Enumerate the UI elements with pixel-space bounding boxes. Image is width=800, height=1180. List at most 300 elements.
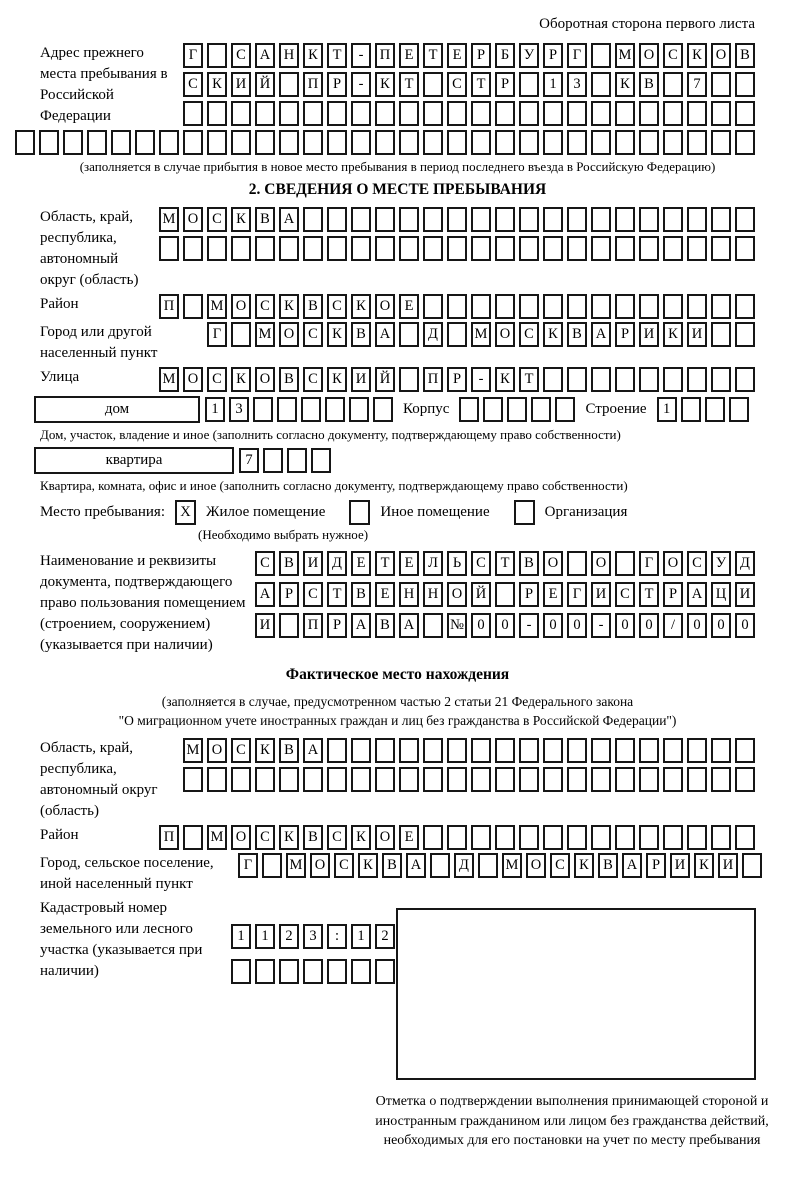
- char-cell[interactable]: [231, 236, 251, 261]
- char-cell[interactable]: М: [183, 738, 203, 763]
- char-cell[interactable]: 7: [239, 448, 259, 473]
- char-cell[interactable]: [447, 322, 467, 347]
- char-cell[interactable]: С: [255, 294, 275, 319]
- char-cell[interactable]: П: [303, 613, 323, 638]
- char-cell[interactable]: О: [639, 43, 659, 68]
- char-cell[interactable]: И: [351, 367, 371, 392]
- char-cell[interactable]: [639, 294, 659, 319]
- char-cell[interactable]: В: [255, 207, 275, 232]
- char-cell[interactable]: [471, 767, 491, 792]
- char-cell[interactable]: К: [375, 72, 395, 97]
- char-cell[interactable]: Ц: [711, 582, 731, 607]
- char-cell[interactable]: [567, 367, 587, 392]
- char-cell[interactable]: [711, 825, 731, 850]
- char-cell[interactable]: [711, 738, 731, 763]
- char-cell[interactable]: В: [279, 367, 299, 392]
- char-cell[interactable]: М: [255, 322, 275, 347]
- char-cell[interactable]: [375, 767, 395, 792]
- char-cell[interactable]: [375, 101, 395, 126]
- char-cell[interactable]: Р: [327, 72, 347, 97]
- char-cell[interactable]: [375, 130, 395, 155]
- char-cell[interactable]: М: [159, 367, 179, 392]
- char-cell[interactable]: [495, 236, 515, 261]
- char-cell[interactable]: [567, 294, 587, 319]
- char-cell[interactable]: [423, 613, 443, 638]
- char-cell[interactable]: 1: [543, 72, 563, 97]
- char-cell[interactable]: К: [279, 294, 299, 319]
- char-cell[interactable]: Н: [423, 582, 443, 607]
- char-cell[interactable]: [231, 959, 251, 984]
- char-cell[interactable]: Г: [639, 551, 659, 576]
- char-cell[interactable]: [471, 738, 491, 763]
- char-cell[interactable]: [399, 130, 419, 155]
- char-cell[interactable]: [555, 397, 575, 422]
- char-cell[interactable]: О: [711, 43, 731, 68]
- char-cell[interactable]: [663, 294, 683, 319]
- char-cell[interactable]: [303, 207, 323, 232]
- char-cell[interactable]: [543, 294, 563, 319]
- char-cell[interactable]: 3: [303, 924, 323, 949]
- char-cell[interactable]: Д: [454, 853, 474, 878]
- char-cell[interactable]: А: [687, 582, 707, 607]
- char-cell[interactable]: [447, 130, 467, 155]
- char-cell[interactable]: [735, 825, 755, 850]
- char-cell[interactable]: [663, 738, 683, 763]
- char-cell[interactable]: [495, 207, 515, 232]
- char-cell[interactable]: И: [735, 582, 755, 607]
- char-cell[interactable]: С: [255, 551, 275, 576]
- char-cell[interactable]: [327, 101, 347, 126]
- char-cell[interactable]: [735, 130, 755, 155]
- char-cell[interactable]: Т: [639, 582, 659, 607]
- char-cell[interactable]: [591, 72, 611, 97]
- char-cell[interactable]: О: [183, 367, 203, 392]
- char-cell[interactable]: [711, 294, 731, 319]
- char-cell[interactable]: А: [622, 853, 642, 878]
- char-cell[interactable]: :: [327, 924, 347, 949]
- char-cell[interactable]: [327, 738, 347, 763]
- char-cell[interactable]: 1: [657, 397, 677, 422]
- char-cell[interactable]: 2: [375, 924, 395, 949]
- checkbox-organization[interactable]: [514, 500, 535, 525]
- char-cell[interactable]: Р: [447, 367, 467, 392]
- char-cell[interactable]: [567, 130, 587, 155]
- char-cell[interactable]: [303, 767, 323, 792]
- char-cell[interactable]: №: [447, 613, 467, 638]
- char-cell[interactable]: [567, 101, 587, 126]
- char-cell[interactable]: -: [591, 613, 611, 638]
- char-cell[interactable]: [543, 207, 563, 232]
- char-cell[interactable]: Е: [351, 551, 371, 576]
- char-cell[interactable]: [159, 236, 179, 261]
- char-cell[interactable]: [183, 767, 203, 792]
- char-cell[interactable]: [711, 72, 731, 97]
- char-cell[interactable]: Г: [238, 853, 258, 878]
- char-cell[interactable]: О: [183, 207, 203, 232]
- char-cell[interactable]: [325, 397, 345, 422]
- char-cell[interactable]: [543, 367, 563, 392]
- apartment-type-box[interactable]: квартира: [34, 447, 234, 474]
- char-cell[interactable]: [495, 582, 515, 607]
- char-cell[interactable]: М: [159, 207, 179, 232]
- char-cell[interactable]: Т: [423, 43, 443, 68]
- char-cell[interactable]: О: [447, 582, 467, 607]
- char-cell[interactable]: Р: [279, 582, 299, 607]
- char-cell[interactable]: О: [663, 551, 683, 576]
- char-cell[interactable]: Е: [399, 551, 419, 576]
- char-cell[interactable]: [615, 101, 635, 126]
- char-cell[interactable]: [663, 101, 683, 126]
- char-cell[interactable]: С: [687, 551, 707, 576]
- char-cell[interactable]: [351, 738, 371, 763]
- char-cell[interactable]: [111, 130, 131, 155]
- char-cell[interactable]: [519, 236, 539, 261]
- char-cell[interactable]: [519, 207, 539, 232]
- char-cell[interactable]: [615, 236, 635, 261]
- char-cell[interactable]: [519, 738, 539, 763]
- char-cell[interactable]: [543, 825, 563, 850]
- char-cell[interactable]: [471, 236, 491, 261]
- char-cell[interactable]: Р: [615, 322, 635, 347]
- char-cell[interactable]: Д: [423, 322, 443, 347]
- char-cell[interactable]: [262, 853, 282, 878]
- char-cell[interactable]: [471, 207, 491, 232]
- char-cell[interactable]: [543, 130, 563, 155]
- char-cell[interactable]: Т: [495, 551, 515, 576]
- char-cell[interactable]: [327, 207, 347, 232]
- char-cell[interactable]: А: [255, 582, 275, 607]
- char-cell[interactable]: [447, 294, 467, 319]
- char-cell[interactable]: 0: [471, 613, 491, 638]
- char-cell[interactable]: Т: [471, 72, 491, 97]
- char-cell[interactable]: [399, 236, 419, 261]
- char-cell[interactable]: М: [615, 43, 635, 68]
- char-cell[interactable]: В: [351, 582, 371, 607]
- char-cell[interactable]: [231, 130, 251, 155]
- char-cell[interactable]: [711, 207, 731, 232]
- char-cell[interactable]: 1: [255, 924, 275, 949]
- char-cell[interactable]: [87, 130, 107, 155]
- char-cell[interactable]: Г: [183, 43, 203, 68]
- char-cell[interactable]: Й: [471, 582, 491, 607]
- char-cell[interactable]: [459, 397, 479, 422]
- char-cell[interactable]: О: [279, 322, 299, 347]
- char-cell[interactable]: [735, 367, 755, 392]
- char-cell[interactable]: [327, 959, 347, 984]
- char-cell[interactable]: [399, 767, 419, 792]
- char-cell[interactable]: Л: [423, 551, 443, 576]
- char-cell[interactable]: С: [303, 367, 323, 392]
- char-cell[interactable]: [681, 397, 701, 422]
- char-cell[interactable]: О: [543, 551, 563, 576]
- char-cell[interactable]: [591, 101, 611, 126]
- char-cell[interactable]: [183, 101, 203, 126]
- char-cell[interactable]: [399, 207, 419, 232]
- char-cell[interactable]: [207, 236, 227, 261]
- char-cell[interactable]: [447, 207, 467, 232]
- char-cell[interactable]: [687, 101, 707, 126]
- char-cell[interactable]: [639, 207, 659, 232]
- char-cell[interactable]: [351, 236, 371, 261]
- char-cell[interactable]: -: [519, 613, 539, 638]
- char-cell[interactable]: [277, 397, 297, 422]
- char-cell[interactable]: 2: [279, 924, 299, 949]
- char-cell[interactable]: -: [351, 43, 371, 68]
- char-cell[interactable]: [711, 767, 731, 792]
- char-cell[interactable]: С: [334, 853, 354, 878]
- char-cell[interactable]: К: [687, 43, 707, 68]
- char-cell[interactable]: К: [351, 825, 371, 850]
- char-cell[interactable]: [663, 130, 683, 155]
- char-cell[interactable]: В: [567, 322, 587, 347]
- char-cell[interactable]: [687, 367, 707, 392]
- char-cell[interactable]: [543, 767, 563, 792]
- char-cell[interactable]: И: [231, 72, 251, 97]
- char-cell[interactable]: [423, 101, 443, 126]
- char-cell[interactable]: [471, 294, 491, 319]
- char-cell[interactable]: [447, 738, 467, 763]
- char-cell[interactable]: П: [375, 43, 395, 68]
- char-cell[interactable]: -: [471, 367, 491, 392]
- char-cell[interactable]: [639, 367, 659, 392]
- char-cell[interactable]: [495, 738, 515, 763]
- char-cell[interactable]: [183, 236, 203, 261]
- char-cell[interactable]: [567, 207, 587, 232]
- char-cell[interactable]: К: [615, 72, 635, 97]
- char-cell[interactable]: 0: [615, 613, 635, 638]
- char-cell[interactable]: [519, 130, 539, 155]
- char-cell[interactable]: [327, 767, 347, 792]
- char-cell[interactable]: О: [375, 825, 395, 850]
- char-cell[interactable]: Р: [495, 72, 515, 97]
- char-cell[interactable]: И: [639, 322, 659, 347]
- char-cell[interactable]: 0: [687, 613, 707, 638]
- char-cell[interactable]: В: [735, 43, 755, 68]
- char-cell[interactable]: С: [550, 853, 570, 878]
- char-cell[interactable]: [447, 767, 467, 792]
- char-cell[interactable]: В: [639, 72, 659, 97]
- char-cell[interactable]: П: [423, 367, 443, 392]
- char-cell[interactable]: С: [207, 207, 227, 232]
- char-cell[interactable]: А: [351, 613, 371, 638]
- char-cell[interactable]: М: [207, 825, 227, 850]
- char-cell[interactable]: [711, 367, 731, 392]
- char-cell[interactable]: [735, 738, 755, 763]
- char-cell[interactable]: [687, 130, 707, 155]
- char-cell[interactable]: [301, 397, 321, 422]
- char-cell[interactable]: В: [382, 853, 402, 878]
- char-cell[interactable]: [663, 72, 683, 97]
- char-cell[interactable]: [399, 738, 419, 763]
- char-cell[interactable]: [159, 130, 179, 155]
- char-cell[interactable]: [687, 207, 707, 232]
- char-cell[interactable]: [478, 853, 498, 878]
- char-cell[interactable]: [255, 959, 275, 984]
- char-cell[interactable]: О: [231, 825, 251, 850]
- char-cell[interactable]: 1: [231, 924, 251, 949]
- char-cell[interactable]: [303, 101, 323, 126]
- char-cell[interactable]: Д: [327, 551, 347, 576]
- char-cell[interactable]: К: [663, 322, 683, 347]
- char-cell[interactable]: Р: [471, 43, 491, 68]
- char-cell[interactable]: К: [303, 43, 323, 68]
- char-cell[interactable]: [423, 236, 443, 261]
- char-cell[interactable]: К: [495, 367, 515, 392]
- char-cell[interactable]: [423, 207, 443, 232]
- char-cell[interactable]: В: [351, 322, 371, 347]
- char-cell[interactable]: [687, 825, 707, 850]
- char-cell[interactable]: [543, 236, 563, 261]
- char-cell[interactable]: 0: [567, 613, 587, 638]
- char-cell[interactable]: С: [207, 367, 227, 392]
- char-cell[interactable]: М: [207, 294, 227, 319]
- char-cell[interactable]: А: [279, 207, 299, 232]
- char-cell[interactable]: [567, 825, 587, 850]
- char-cell[interactable]: [615, 367, 635, 392]
- char-cell[interactable]: [279, 236, 299, 261]
- char-cell[interactable]: [519, 294, 539, 319]
- char-cell[interactable]: [495, 825, 515, 850]
- char-cell[interactable]: Р: [519, 582, 539, 607]
- char-cell[interactable]: [399, 322, 419, 347]
- char-cell[interactable]: С: [663, 43, 683, 68]
- char-cell[interactable]: [615, 130, 635, 155]
- char-cell[interactable]: [63, 130, 83, 155]
- char-cell[interactable]: Б: [495, 43, 515, 68]
- char-cell[interactable]: [471, 101, 491, 126]
- char-cell[interactable]: С: [255, 825, 275, 850]
- char-cell[interactable]: [207, 101, 227, 126]
- char-cell[interactable]: А: [375, 322, 395, 347]
- char-cell[interactable]: Т: [375, 551, 395, 576]
- char-cell[interactable]: [183, 294, 203, 319]
- char-cell[interactable]: [567, 236, 587, 261]
- char-cell[interactable]: [303, 236, 323, 261]
- char-cell[interactable]: [373, 397, 393, 422]
- char-cell[interactable]: [567, 551, 587, 576]
- char-cell[interactable]: [207, 130, 227, 155]
- char-cell[interactable]: О: [375, 294, 395, 319]
- char-cell[interactable]: К: [694, 853, 714, 878]
- char-cell[interactable]: [663, 767, 683, 792]
- char-cell[interactable]: Р: [327, 613, 347, 638]
- char-cell[interactable]: А: [399, 613, 419, 638]
- char-cell[interactable]: [519, 825, 539, 850]
- char-cell[interactable]: [207, 43, 227, 68]
- checkbox-other-premises[interactable]: [349, 500, 370, 525]
- char-cell[interactable]: [711, 322, 731, 347]
- char-cell[interactable]: [687, 738, 707, 763]
- char-cell[interactable]: Й: [255, 72, 275, 97]
- char-cell[interactable]: 7: [687, 72, 707, 97]
- char-cell[interactable]: [519, 72, 539, 97]
- char-cell[interactable]: Т: [327, 582, 347, 607]
- char-cell[interactable]: [495, 294, 515, 319]
- char-cell[interactable]: В: [303, 294, 323, 319]
- char-cell[interactable]: 0: [543, 613, 563, 638]
- char-cell[interactable]: У: [519, 43, 539, 68]
- char-cell[interactable]: [351, 767, 371, 792]
- char-cell[interactable]: 0: [495, 613, 515, 638]
- char-cell[interactable]: Д: [735, 551, 755, 576]
- char-cell[interactable]: [483, 397, 503, 422]
- char-cell[interactable]: С: [231, 43, 251, 68]
- char-cell[interactable]: [351, 207, 371, 232]
- char-cell[interactable]: [687, 767, 707, 792]
- char-cell[interactable]: [735, 236, 755, 261]
- char-cell[interactable]: [519, 767, 539, 792]
- char-cell[interactable]: [735, 207, 755, 232]
- char-cell[interactable]: [543, 738, 563, 763]
- char-cell[interactable]: [591, 130, 611, 155]
- char-cell[interactable]: А: [406, 853, 426, 878]
- char-cell[interactable]: [615, 738, 635, 763]
- char-cell[interactable]: К: [327, 367, 347, 392]
- char-cell[interactable]: [255, 236, 275, 261]
- char-cell[interactable]: [615, 551, 635, 576]
- char-cell[interactable]: С: [303, 582, 323, 607]
- char-cell[interactable]: 0: [639, 613, 659, 638]
- char-cell[interactable]: [375, 236, 395, 261]
- house-type-box[interactable]: дом: [34, 396, 200, 423]
- char-cell[interactable]: С: [327, 825, 347, 850]
- char-cell[interactable]: [663, 236, 683, 261]
- char-cell[interactable]: 3: [229, 397, 249, 422]
- char-cell[interactable]: С: [615, 582, 635, 607]
- char-cell[interactable]: [615, 825, 635, 850]
- char-cell[interactable]: С: [327, 294, 347, 319]
- char-cell[interactable]: [735, 294, 755, 319]
- char-cell[interactable]: И: [591, 582, 611, 607]
- char-cell[interactable]: [711, 236, 731, 261]
- char-cell[interactable]: [639, 767, 659, 792]
- char-cell[interactable]: О: [526, 853, 546, 878]
- char-cell[interactable]: У: [711, 551, 731, 576]
- char-cell[interactable]: [471, 825, 491, 850]
- char-cell[interactable]: О: [231, 294, 251, 319]
- char-cell[interactable]: [495, 767, 515, 792]
- char-cell[interactable]: С: [303, 322, 323, 347]
- char-cell[interactable]: [255, 767, 275, 792]
- char-cell[interactable]: [531, 397, 551, 422]
- char-cell[interactable]: [375, 207, 395, 232]
- char-cell[interactable]: [351, 959, 371, 984]
- char-cell[interactable]: 0: [711, 613, 731, 638]
- char-cell[interactable]: [263, 448, 283, 473]
- char-cell[interactable]: Г: [567, 582, 587, 607]
- char-cell[interactable]: [471, 130, 491, 155]
- char-cell[interactable]: П: [159, 825, 179, 850]
- char-cell[interactable]: [663, 367, 683, 392]
- char-cell[interactable]: С: [471, 551, 491, 576]
- char-cell[interactable]: О: [310, 853, 330, 878]
- char-cell[interactable]: К: [358, 853, 378, 878]
- char-cell[interactable]: В: [375, 613, 395, 638]
- char-cell[interactable]: О: [591, 551, 611, 576]
- char-cell[interactable]: К: [255, 738, 275, 763]
- char-cell[interactable]: И: [687, 322, 707, 347]
- char-cell[interactable]: [615, 207, 635, 232]
- char-cell[interactable]: П: [159, 294, 179, 319]
- char-cell[interactable]: О: [207, 738, 227, 763]
- char-cell[interactable]: [311, 448, 331, 473]
- char-cell[interactable]: [495, 101, 515, 126]
- char-cell[interactable]: Е: [399, 294, 419, 319]
- char-cell[interactable]: С: [231, 738, 251, 763]
- char-cell[interactable]: С: [183, 72, 203, 97]
- char-cell[interactable]: И: [303, 551, 323, 576]
- char-cell[interactable]: [591, 767, 611, 792]
